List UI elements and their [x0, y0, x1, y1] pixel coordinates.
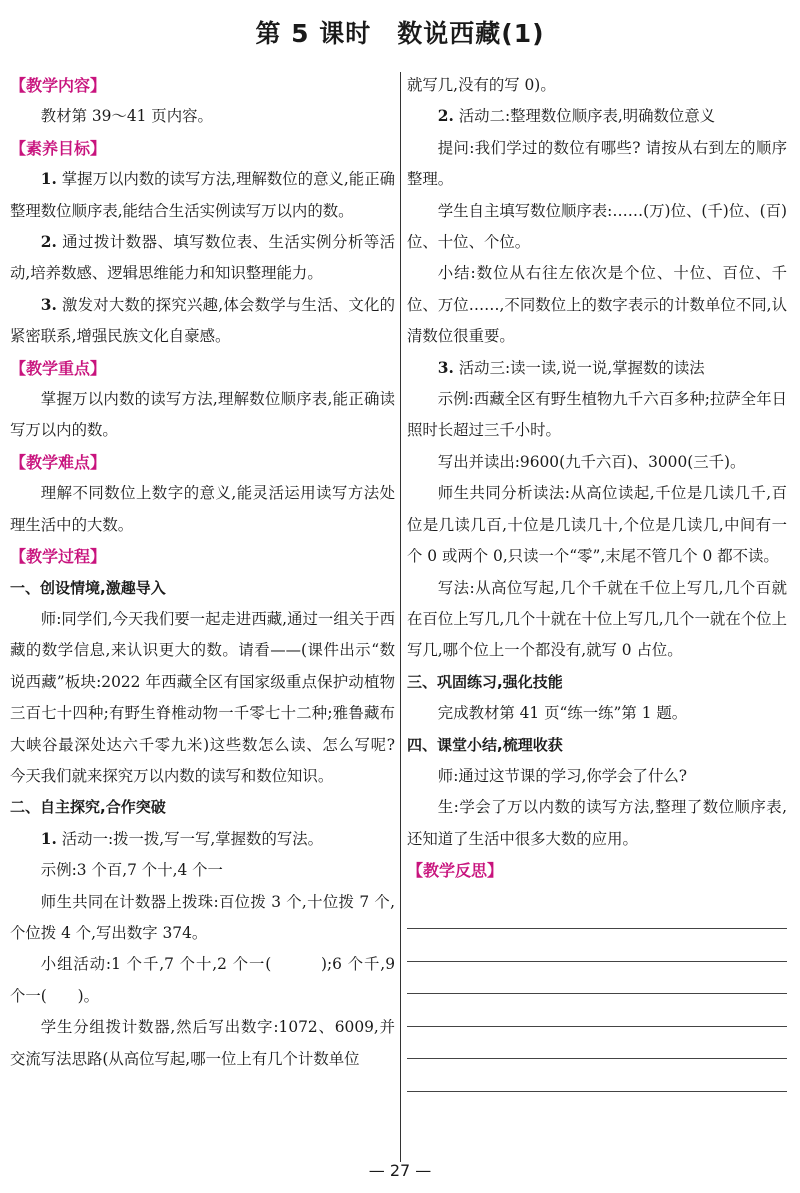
section-heading-content: 【教学内容】	[10, 76, 107, 95]
activity-1	[10, 824, 395, 855]
section-heading-difficulties: 【教学难点】	[10, 452, 107, 472]
activity-3	[407, 353, 787, 384]
goal-text: 掌握万以内数的读写方法,理解数位的意义,能正确整理数位顺序表,能结合生活实例读写万以内的数。	[10, 170, 395, 220]
column-divider	[400, 72, 401, 1162]
left-column	[10, 70, 395, 1075]
goal-text: 通过拨计数器、填写数位表、生活实例分析等活动,培养数感、逻辑思维能力和知识整理能力。	[10, 233, 395, 283]
paragraph: 小结:数位从右往左依次是个位、十位、百位、千位、万位……,不同数位上的数字表示的计数单位不同,认清数位很重要。	[407, 264, 787, 346]
activity-text: 活动三:读一读,说一说,掌握数的读法	[458, 358, 705, 377]
paragraph: 掌握万以内数的读写方法,理解数位顺序表,能正确读写万以内的数。	[10, 390, 395, 440]
subheading-practice: 三、巩固练习,强化技能	[407, 672, 563, 691]
goal-2	[10, 227, 395, 290]
writing-line	[407, 897, 787, 930]
paragraph: 学生分组拨计数器,然后写出数字:1072、6009,并交流写法思路(从高位写起,哪一位上有几个计数单位	[10, 1018, 395, 1068]
subheading-explore: 二、自主探究,合作突破	[10, 798, 166, 817]
paragraph: 完成教材第 41 页“练一练”第 1 题。	[437, 704, 688, 723]
goal-3	[10, 290, 395, 353]
writing-line	[407, 1059, 787, 1092]
section-heading-key-points: 【教学重点】	[10, 358, 107, 378]
paragraph: 小组活动:1 个千,7 个十,2 个一( );6 个千,9 个一( )。	[10, 955, 395, 1005]
activity-number: 1.	[40, 829, 57, 848]
activity-number: 3.	[437, 358, 454, 377]
paragraph: 写法:从高位写起,几个千就在千位上写几,几个百就在百位上写几,几个十就在十位上写几,几个一就在个位上写几,哪个位上一个都没有,就写 0 占位。	[407, 578, 787, 660]
paragraph: 提问:我们学过的数位有哪些? 请按从右到左的顺序整理。	[407, 138, 787, 189]
writing-line	[407, 929, 787, 962]
goal-number: 1.	[40, 170, 57, 189]
paragraph: 示例:3 个百,7 个十,4 个一	[40, 861, 223, 880]
paragraph: 示例:西藏全区有野生植物九千六百多种;拉萨全年日照时长超过三千小时。	[407, 390, 787, 440]
right-column	[407, 70, 787, 1092]
paragraph: 理解不同数位上数字的意义,能灵活运用读写方法处理生活中的大数。	[10, 484, 395, 534]
section-heading-process: 【教学过程】	[10, 547, 107, 567]
goal-number: 3.	[40, 295, 57, 314]
paragraph: 生:学会了万以内数的读写方法,整理了数位顺序表,还知道了生活中很多大数的应用。	[407, 798, 787, 848]
page-number: — 27 —	[368, 1161, 432, 1180]
writing-line	[407, 994, 787, 1027]
paragraph: 写出并读出:9600(九千六百)、3000(三千)。	[437, 452, 746, 471]
goal-number: 2.	[40, 233, 57, 252]
section-heading-reflection: 【教学反思】	[407, 861, 504, 881]
goal-text: 激发对大数的探究兴趣,体会数学与生活、文化的紧密联系,增强民族文化自豪感。	[10, 295, 395, 346]
paragraph: 师:通过这节课的学习,你学会了什么?	[437, 766, 687, 785]
paragraph: 教材第 39～41 页内容。	[40, 107, 213, 126]
paragraph: 师:同学们,今天我们要一起走进西藏,通过一组关于西藏的数学信息,来认识更大的数。请看——(课件出示“数说西藏”板块:2022 年西藏全区有国家级重点保护动植物三百七十四种;有野生脊椎动物一千零七十二种;雅鲁藏布大峡谷最深处达六千零九米)这些数怎么读、怎么写呢? 今天我们就来探究万以内数的读写和数位知识。	[10, 609, 395, 785]
activity-text: 活动一:拨一拨,写一写,掌握数的写法。	[61, 829, 324, 848]
goal-1	[10, 164, 395, 227]
subheading-summary: 四、课堂小结,梳理收获	[407, 735, 563, 754]
paragraph: 就写几,没有的写 0)。	[407, 76, 556, 94]
paragraph: 师生共同分析读法:从高位读起,千位是几读几千,百位是几读几百,十位是几读几十,个位是几读几,中间有一个 0 或两个 0,只读一个“零”,末尾不管几个 0 都不读。	[407, 484, 787, 566]
activity-text: 活动二:整理数位顺序表,明确数位意义	[458, 107, 716, 126]
subheading-intro: 一、创设情境,激趣导入	[10, 578, 166, 597]
writing-line	[407, 1027, 787, 1060]
activity-2	[407, 101, 787, 132]
writing-line	[407, 962, 787, 995]
paragraph: 师生共同在计数器上拨珠:百位拨 3 个,十位拨 7 个,个位拨 4 个,写出数字 374。	[10, 892, 395, 942]
activity-number: 2.	[437, 107, 454, 126]
paragraph: 学生自主填写数位顺序表:……(万)位、(千)位、(百)位、十位、个位。	[407, 201, 787, 252]
page-title: 第 5 课时 数说西藏(1)	[255, 19, 545, 48]
section-heading-goals: 【素养目标】	[10, 138, 107, 158]
reflection-writing-lines	[407, 897, 787, 1092]
